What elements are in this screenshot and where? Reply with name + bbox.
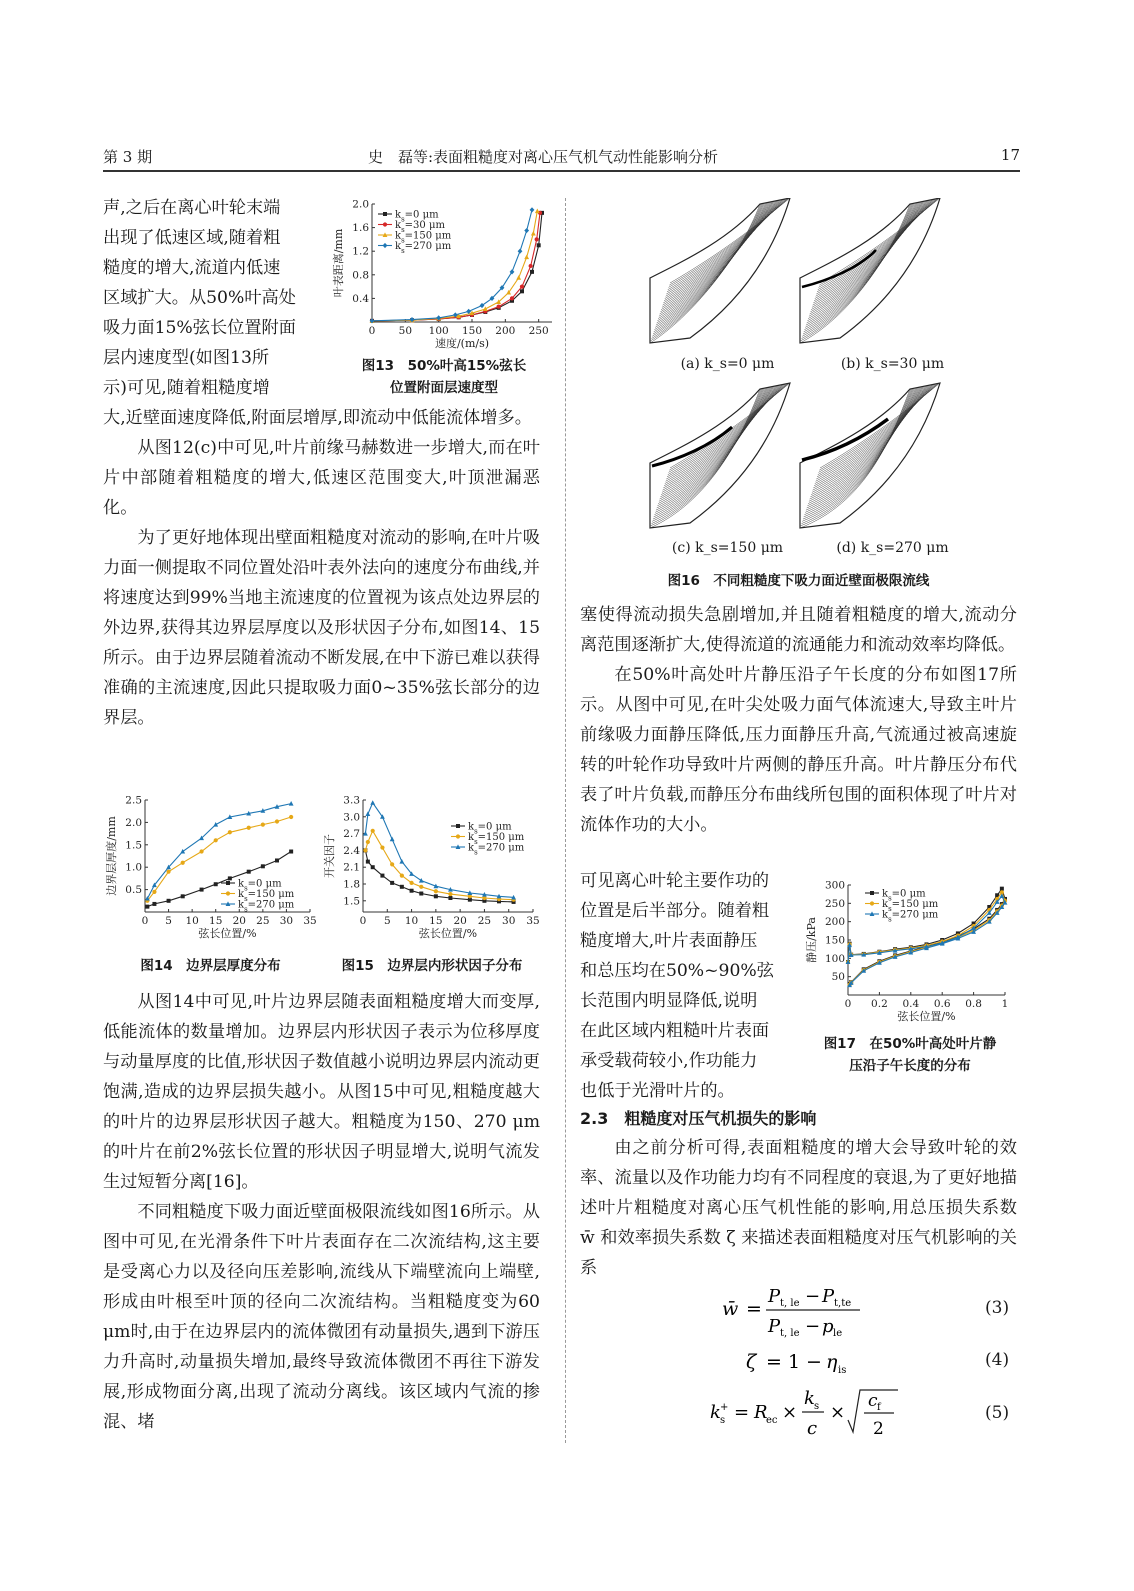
streamline-panel-d xyxy=(800,383,940,528)
svg-text:t, le: t, le xyxy=(780,1298,800,1309)
y-tick-label: 2.1 xyxy=(343,861,360,874)
data-point xyxy=(409,881,413,885)
legend-label: $k_s=270$ μm xyxy=(238,899,295,914)
paragraph: 塞使得流动损失急剧增加,并且随着粗糙度的增大,流动分离范围逐渐扩大,使得流道的流通能力和流动效率均降低。 xyxy=(580,605,1017,655)
y-tick-label: 0.8 xyxy=(352,269,369,282)
y-tick-label: 200 xyxy=(824,916,845,929)
x-tick-label: 50 xyxy=(398,325,413,337)
paragraph: 由之前分析可得,表面粗糙度的增大会导致叶轮的效率、流量以及作功能力均有不同程度的衰退,为了更好地描述叶片粗糙度对离心压气机性能的影响,用总压损失系数 w̄ 和效率损失系数 ζ 来描述表面粗糙度对压气机影响的关系 xyxy=(580,1138,1017,1278)
legend-subscript: s xyxy=(401,215,405,224)
legend-label: $k_s=0$ μm xyxy=(395,209,439,224)
data-point xyxy=(448,896,452,900)
legend-value: =0 μm xyxy=(477,821,512,833)
data-point xyxy=(520,289,524,293)
y-tick-label: 300 xyxy=(824,879,845,892)
text-line: 承受载荷较小,作功能力 xyxy=(580,1051,758,1071)
legend-value: =150 μm xyxy=(891,899,939,910)
data-point xyxy=(181,894,185,898)
y-tick-label: 2.0 xyxy=(125,816,142,829)
svg-text:×: × xyxy=(782,1402,798,1423)
legend-label: $k_s=270$ μm xyxy=(395,241,452,255)
x-tick-label: 25 xyxy=(477,915,492,927)
x-axis-label: 速度/(m/s) xyxy=(434,337,490,350)
data-point xyxy=(510,296,514,300)
x-tick-label: 10 xyxy=(404,915,419,927)
text-line: 声,之后在离心叶轮末端 xyxy=(103,198,281,218)
x-tick-label: 0 xyxy=(141,915,149,927)
caption-line: 图13 50%叶高15%弦长 xyxy=(361,358,527,374)
x-tick-label: 30 xyxy=(279,915,294,927)
svg-text:1: 1 xyxy=(788,1351,801,1373)
text-line: 层内速度型(如图13所 xyxy=(103,348,270,368)
legend-marker xyxy=(383,212,387,216)
svg-text:is: is xyxy=(838,1365,847,1376)
y-tick-label: 1.5 xyxy=(343,895,360,908)
streamline-panel-c xyxy=(650,383,790,528)
text-line: 长范围内明显降低,说明 xyxy=(580,991,758,1011)
legend-label: $k_s=150$ μm xyxy=(882,899,939,913)
data-point xyxy=(166,870,170,874)
equation-5-formula xyxy=(708,1382,908,1442)
svg-text:=: = xyxy=(734,1402,750,1423)
data-point xyxy=(520,285,524,289)
figure-14-caption: 图14 边界层厚度分布 xyxy=(140,958,281,974)
svg-text:s: s xyxy=(814,1401,820,1412)
svg-text:R: R xyxy=(754,1402,768,1423)
legend-subscript: s xyxy=(474,838,478,846)
data-point xyxy=(529,264,533,268)
y-tick-label: 1.2 xyxy=(352,245,369,258)
data-point xyxy=(152,902,156,906)
data-point xyxy=(366,840,370,844)
data-point xyxy=(167,899,171,903)
svg-text:le: le xyxy=(833,1328,843,1339)
data-point xyxy=(399,859,404,864)
data-point xyxy=(247,870,251,874)
text-line: 位置是后半部分。随着粗 xyxy=(580,901,770,921)
left-body-2 xyxy=(103,987,540,1437)
svg-text:−: − xyxy=(805,1316,821,1337)
figure-16d-label: (d) k_s=270 μm xyxy=(836,540,949,556)
svg-text:t, le: t, le xyxy=(780,1328,800,1339)
data-point xyxy=(145,905,149,909)
y-tick-label: 2.7 xyxy=(343,828,360,841)
right-wrap-text xyxy=(580,866,800,1106)
svg-text:p: p xyxy=(822,1316,834,1337)
equation-3-number: (3) xyxy=(985,1298,1010,1318)
y-tick-label: 3.3 xyxy=(343,794,360,807)
text-line: 糙度增大,叶片表面静压 xyxy=(580,931,758,951)
x-axis-label: 弦长位置/% xyxy=(418,927,478,940)
legend-marker xyxy=(456,834,460,838)
paragraph: 不同粗糙度下吸力面近壁面极限流线如图16所示。从图中可见,在光滑条件下叶片表面存在二次流结构,这主要是受离心力以及径向压差影响,流线从下端壁流向上端壁,形成由叶根至叶顶的径向二次流结构。当粗糙度变为60 μm时,由于在边界层内的流体微团有动量损失,遇到下游压力升高时,动量损失增加,最终导致流体微团不再往下游发展,形成物面分离,出现了流动分离线。该区域内气流的掺混、堵 xyxy=(103,1202,540,1432)
issue-number: 第 3 期 xyxy=(103,148,153,166)
equation-4-formula xyxy=(744,1346,884,1376)
svg-text:f: f xyxy=(877,1402,881,1413)
x-tick-label: 25 xyxy=(256,915,270,927)
svg-text:2: 2 xyxy=(873,1419,884,1439)
y-axis-label: 边界层厚度/mm xyxy=(105,816,118,896)
figure-17-chart xyxy=(803,877,1018,1032)
svg-text:−: − xyxy=(805,1286,821,1307)
legend-label: $k_s=270$ μm xyxy=(468,842,525,857)
data-point xyxy=(247,826,251,830)
legend-marker xyxy=(870,891,874,895)
running-header xyxy=(103,146,1020,168)
text-line: 可见离心叶轮主要作功的 xyxy=(580,871,770,891)
legend-marker xyxy=(383,222,387,226)
legend-subscript: s xyxy=(244,895,248,903)
right-body-1 xyxy=(580,600,1017,840)
svg-text:=: = xyxy=(746,1298,762,1320)
series-line xyxy=(365,850,513,902)
right-body-2 xyxy=(580,1133,1017,1283)
data-point xyxy=(497,305,501,309)
legend-value: =270 μm xyxy=(404,241,452,252)
legend-subscript: s xyxy=(401,247,405,255)
data-point xyxy=(419,885,423,889)
paragraph: 从图14中可见,叶片边界层随表面粗糙度增大而变厚,低能流体的数量增加。边界层内形状因子表示为位移厚度与动量厚度的比值,形状因子数值越小说明边界层内流动更饱满,造成的边界层损失越小。从图15中可见,粗糙度越大的叶片的边界层形状因子越大。粗糙度为150、270 μm的叶片在前2%弦长位置的形状因子明显增大,说明气流发生过短暂分离[16]。 xyxy=(103,992,540,1192)
data-point xyxy=(275,819,279,823)
svg-text:w̄: w̄ xyxy=(722,1298,739,1320)
svg-text:ζ: ζ xyxy=(746,1351,757,1373)
legend-subscript: s xyxy=(244,905,248,914)
legend-value: =30 μm xyxy=(404,220,445,231)
svg-text:+: + xyxy=(720,1402,729,1413)
x-tick-label: 15 xyxy=(209,915,223,927)
legend-marker xyxy=(226,881,230,885)
data-point xyxy=(483,306,488,311)
x-tick-label: 0.4 xyxy=(902,998,920,1010)
x-tick-label: 15 xyxy=(429,915,443,927)
x-tick-label: 0 xyxy=(359,915,367,927)
figure-15-chart xyxy=(323,790,543,952)
data-point xyxy=(181,861,185,865)
text-line: 吸力面15%弦长位置附面 xyxy=(103,318,296,338)
svg-text:c: c xyxy=(868,1391,878,1411)
data-point xyxy=(516,275,521,280)
equation-4-number: (4) xyxy=(985,1350,1010,1370)
legend-label: $k_s=0$ μm xyxy=(882,888,926,903)
svg-text:k: k xyxy=(710,1402,721,1423)
figure-16-caption: 图16 不同粗糙度下吸力面近壁面极限流线 xyxy=(667,573,930,589)
svg-text:×: × xyxy=(830,1402,846,1423)
x-tick-label: 10 xyxy=(185,915,199,927)
legend-value: =150 μm xyxy=(404,230,452,242)
data-point xyxy=(365,811,370,816)
figure-16c-label: (c) k_s=150 μm xyxy=(671,540,784,556)
svg-text:P: P xyxy=(768,1286,781,1307)
svg-text:η: η xyxy=(826,1351,838,1373)
svg-text:P: P xyxy=(768,1316,781,1337)
svg-text:=: = xyxy=(766,1351,782,1373)
data-point xyxy=(363,848,367,852)
x-tick-label: 0.2 xyxy=(871,998,888,1010)
data-point xyxy=(390,837,395,842)
legend-marker xyxy=(870,901,874,905)
svg-text:−: − xyxy=(806,1351,822,1373)
legend-marker xyxy=(383,243,388,248)
legend-value: =0 μm xyxy=(404,209,439,221)
text-line: 也低于光滑叶片的。 xyxy=(580,1081,735,1101)
x-tick-label: 0 xyxy=(844,998,852,1010)
section-heading: 2.3 粗糙度对压气机损失的影响 xyxy=(580,1109,817,1128)
figure-16b-label: (b) k_s=30 μm xyxy=(840,356,945,372)
legend-label: $k_s=150$ μm xyxy=(395,230,452,245)
x-tick-label: 150 xyxy=(461,325,483,337)
legend-value: =150 μm xyxy=(477,832,525,843)
data-point xyxy=(200,888,204,892)
legend-value: =0 μm xyxy=(247,878,282,890)
data-point xyxy=(371,829,375,833)
x-tick-label: 5 xyxy=(165,915,172,927)
text-line: 在此区域内粗糙叶片表面 xyxy=(580,1021,770,1041)
y-tick-label: 0.4 xyxy=(352,292,369,305)
figure-13-chart xyxy=(330,196,558,356)
figure-16 xyxy=(645,198,975,578)
legend-subscript: s xyxy=(401,226,405,234)
x-tick-label: 35 xyxy=(526,915,540,927)
data-point xyxy=(152,890,156,894)
x-tick-label: 30 xyxy=(502,915,516,927)
legend-subscript: s xyxy=(888,915,892,924)
legend-label: $k_s=150$ μm xyxy=(468,832,525,846)
text-line: 示)可见,随着粗糙度增 xyxy=(103,378,270,398)
data-point xyxy=(214,838,218,842)
data-point xyxy=(518,249,523,254)
legend-label: $k_s=270$ μm xyxy=(882,909,939,924)
y-tick-label: 0.5 xyxy=(125,884,142,897)
text-line: 糙度的增大,流道内低速 xyxy=(103,258,281,278)
figure-13-caption xyxy=(330,355,558,399)
data-point xyxy=(434,894,438,898)
data-point xyxy=(531,231,536,236)
equation-5-number: (5) xyxy=(985,1403,1010,1423)
data-point xyxy=(370,800,375,805)
legend-subscript: s xyxy=(888,894,892,903)
legend-label: $k_s=30$ μm xyxy=(395,220,445,234)
data-point xyxy=(524,228,529,233)
y-tick-label: 1.6 xyxy=(352,222,369,235)
paragraph: 在50%叶高处叶片静压沿子午长度的分布如图17所示。从图中可见,在叶尖处吸力面气体流速大,导致主叶片前缘吸力面静压降低,压力面静压升高,气流通过被高速旋转的叶轮作功导致叶片两侧的静压升高。叶片静压分布代表了叶片负载,而静压分布曲线所包围的面积体现了叶片对流体作功的大小。 xyxy=(580,665,1017,835)
x-tick-label: 100 xyxy=(428,325,449,337)
x-tick-label: 35 xyxy=(303,915,317,927)
caption-line: 位置附面层速度型 xyxy=(390,380,498,396)
y-tick-label: 50 xyxy=(831,971,845,984)
legend-label: $k_s=0$ μm xyxy=(468,821,512,836)
equation-3-formula xyxy=(720,1280,880,1340)
caption-line: 图17 在50%叶高处叶片静 xyxy=(823,1036,997,1052)
legend-subscript: s xyxy=(474,827,478,836)
legend-subscript: s xyxy=(401,236,405,245)
x-tick-label: 200 xyxy=(495,325,516,337)
streamline-panel-a xyxy=(650,198,790,343)
data-point xyxy=(275,858,279,862)
data-point xyxy=(261,864,265,868)
data-point xyxy=(371,865,375,869)
data-point xyxy=(366,860,370,864)
x-tick-label: 0.8 xyxy=(965,998,982,1010)
data-point xyxy=(214,882,218,886)
legend-value: =270 μm xyxy=(477,842,525,854)
figure-14-chart xyxy=(103,790,318,952)
running-title: 史 磊等:表面粗糙度对离心压气机气动性能影响分析 xyxy=(368,148,719,166)
equation-3 xyxy=(720,1280,880,1340)
paragraph: 大,近壁面速度降低,附面层增厚,即流动中低能流体增多。 xyxy=(103,408,532,428)
data-point xyxy=(419,878,424,883)
y-tick-label: 3.0 xyxy=(343,811,360,824)
figure-17-caption xyxy=(800,1033,1020,1077)
data-point xyxy=(419,892,423,896)
y-tick-label: 2.5 xyxy=(125,794,142,807)
x-tick-label: 0.6 xyxy=(933,998,951,1010)
legend-label: $k_s=150$ μm xyxy=(238,889,295,903)
y-axis-label: 静压/kPa xyxy=(805,917,818,963)
paragraph: 为了更好地体现出壁面粗糙度对流动的影响,在叶片吸力面一侧提取不同位置处沿叶表外法向的速度分布曲线,并将速度达到99%当地主流速度的位置视为该点处边界层的外边界,获得其边界层厚度以及形状因子分布,如图14、15所示。由于边界层随着流动不断发展,在中下游已难以获得准确的主流速度,因此只提取吸力面0~35%弦长部分的边界层。 xyxy=(103,528,540,728)
data-point xyxy=(535,237,539,241)
legend-value: =150 μm xyxy=(247,889,295,900)
left-body-1 xyxy=(103,403,540,733)
figure-16-streamlines xyxy=(645,198,975,578)
y-axis-label: 叶表距离/mm xyxy=(332,228,345,298)
streamline-panel-b xyxy=(800,198,940,343)
equation-4 xyxy=(744,1346,884,1376)
caption-line: 压沿子午长度的分布 xyxy=(849,1058,971,1074)
data-point xyxy=(535,208,540,213)
data-point xyxy=(380,874,384,878)
legend-label: $k_s=0$ μm xyxy=(238,878,282,893)
data-point xyxy=(380,846,384,850)
data-point xyxy=(261,823,265,827)
text-line: 区域扩大。从50%叶高处 xyxy=(103,288,296,308)
paragraph: 从图12(c)中可见,叶片前缘马赫数进一步增大,而在叶片中部随着粗糙度的增大,低速区范围变大,叶顶泄漏恶化。 xyxy=(103,438,540,518)
data-point xyxy=(1000,887,1004,891)
data-point xyxy=(228,876,232,880)
svg-text:P: P xyxy=(822,1286,835,1307)
data-point xyxy=(390,881,394,885)
data-point xyxy=(530,207,535,212)
y-tick-label: 2.4 xyxy=(343,844,360,857)
text-line: 和总压均在50%~90%弦 xyxy=(580,961,774,981)
legend-subscript: s xyxy=(244,884,248,893)
equation-5 xyxy=(708,1382,908,1442)
y-tick-label: 1.0 xyxy=(125,861,142,874)
data-point xyxy=(410,889,414,893)
data-point xyxy=(400,874,404,878)
legend-marker xyxy=(226,891,230,895)
svg-text:s: s xyxy=(720,1415,726,1426)
figure-15-caption: 图15 边界层内形状因子分布 xyxy=(341,958,523,974)
y-tick-label: 1.5 xyxy=(125,839,142,852)
data-point xyxy=(448,892,452,896)
x-tick-label: 20 xyxy=(453,915,467,927)
column-separator xyxy=(565,198,566,1443)
x-axis-label: 弦长位置/% xyxy=(897,1010,956,1023)
x-tick-label: 5 xyxy=(383,915,391,927)
y-tick-label: 1.8 xyxy=(343,878,360,891)
x-tick-label: 1 xyxy=(1001,998,1009,1010)
data-point xyxy=(530,270,534,274)
left-wrap-text xyxy=(103,193,328,403)
text-line: 出现了低速区域,随着粗 xyxy=(103,228,281,248)
svg-text:ec: ec xyxy=(766,1415,778,1426)
y-tick-label: 2.0 xyxy=(352,198,369,211)
data-point xyxy=(199,849,203,853)
x-tick-label: 250 xyxy=(528,325,549,337)
data-point xyxy=(228,830,232,834)
data-point xyxy=(213,822,218,827)
legend-value: =0 μm xyxy=(891,888,926,900)
data-point xyxy=(434,889,438,893)
data-point xyxy=(400,885,404,889)
x-tick-label: 20 xyxy=(232,915,246,927)
y-tick-label: 250 xyxy=(824,897,845,910)
data-point xyxy=(537,243,541,247)
legend-subscript: s xyxy=(888,905,892,913)
legend-subscript: s xyxy=(474,848,478,857)
y-tick-label: 150 xyxy=(824,934,845,947)
data-point xyxy=(524,255,529,260)
data-point xyxy=(390,862,394,866)
svg-text:k: k xyxy=(804,1388,815,1409)
data-point xyxy=(180,849,185,854)
data-point xyxy=(289,801,294,806)
x-axis-label: 弦长位置/% xyxy=(198,927,257,940)
x-tick-label: 0 xyxy=(368,325,376,337)
svg-text:t,te: t,te xyxy=(834,1298,852,1309)
legend-value: =270 μm xyxy=(247,899,295,911)
header-rule xyxy=(103,170,1020,172)
y-tick-label: 100 xyxy=(824,952,845,965)
data-point xyxy=(289,815,293,819)
legend-value: =270 μm xyxy=(891,909,939,921)
legend-marker xyxy=(456,824,460,828)
data-point xyxy=(289,850,293,854)
svg-text:c: c xyxy=(807,1418,818,1439)
figure-16a-label: (a) k_s=0 μm xyxy=(680,356,775,372)
y-axis-label: 开关因子 xyxy=(323,834,336,878)
page-number: 17 xyxy=(1000,146,1020,164)
